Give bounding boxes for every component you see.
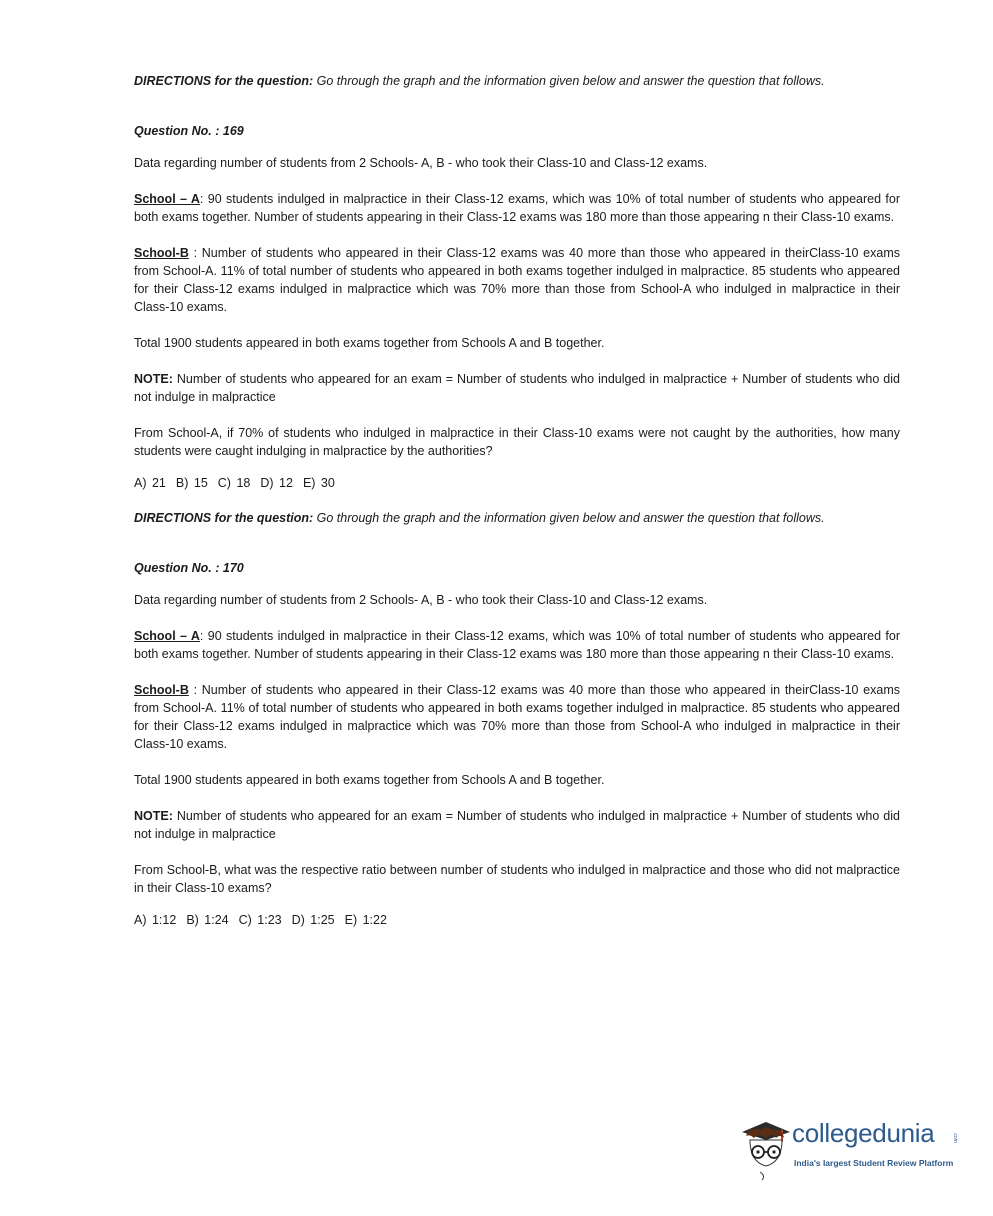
option-b: B) 15 [175, 476, 208, 490]
note-169 [134, 370, 900, 406]
option-e: E) 1:22 [344, 913, 387, 927]
note-label: NOTE: [134, 372, 173, 386]
school-a-text: : 90 students indulged in malpractice in their Class-12 exams, which was 10% of total number of students who appeared for both exams together. Number of students appearing in their Class-12 exams was 180 more than those appearing n their Class-10 exams. [134, 192, 901, 224]
directions-170 [134, 509, 900, 527]
directions-text: Go through the graph and the information given below and answer the question that follows. [313, 74, 825, 88]
option-b: B) 1:24 [186, 913, 229, 927]
options-169 [134, 474, 900, 492]
school-b-label: School-B [134, 683, 189, 697]
question-text-170: From School-B, what was the respective ratio between number of students who indulged in malpractice and those who did not malpractice in their Class-10 exams? [134, 863, 900, 895]
school-b-label: School-B [134, 246, 189, 260]
school-a-label: School – A [134, 629, 200, 643]
question-number-169: Question No. : 169 [134, 124, 244, 138]
school-a-label: School – A [134, 192, 200, 206]
option-d: D) 1:25 [291, 913, 335, 927]
option-d: D) 12 [260, 476, 293, 490]
note-text: Number of students who appeared for an exam = Number of students who indulged in malpractice + Number of students who did not indulge in malpractice [134, 809, 900, 841]
directions-169 [134, 72, 900, 90]
directions-label: DIRECTIONS for the question: [134, 511, 314, 525]
logo-com: .com [952, 1132, 958, 1143]
logo-tagline: India's largest Student Review Platform [794, 1158, 954, 1168]
question-number-170: Question No. : 170 [134, 561, 244, 575]
note-170 [134, 807, 900, 843]
logo-wordmark: collegedunia [792, 1118, 935, 1148]
document-page [134, 72, 900, 929]
directions-label: DIRECTIONS for the question: [134, 74, 314, 88]
intro-169: Data regarding number of students from 2 Schools- A, B - who took their Class-10 and Class-12 exams. [134, 156, 708, 170]
directions-text: Go through the graph and the information given below and answer the question that follows. [313, 511, 825, 525]
note-text: Number of students who appeared for an exam = Number of students who indulged in malpractice + Number of students who did not indulge in malpractice [134, 372, 900, 404]
option-c: C) 18 [217, 476, 251, 490]
school-a-text: : 90 students indulged in malpractice in their Class-12 exams, which was 10% of total number of students who appeared for both exams together. Number of students appearing in their Class-12 exams was 180 more than those appearing n their Class-10 exams. [134, 629, 901, 661]
option-a: A) 1:12 [134, 913, 177, 927]
school-a-170 [134, 627, 900, 663]
school-b-170 [134, 681, 900, 753]
option-a: A) 21 [134, 476, 166, 490]
school-b-text: : Number of students who appeared in their Class-12 exams was 40 more than those who appeared in theirClass-10 exams from School-A. 11% of total number of students who appeared in both exams together indulged in malpractice. 85 students who appeared for their Class-12 exams indulged in malpractice which was 70% more than those from School-A who indulged in malpractice in their Class-10 exams. [134, 246, 900, 314]
collegedunia-logo [736, 1106, 966, 1186]
school-b-text: : Number of students who appeared in their Class-12 exams was 40 more than those who appeared in theirClass-10 exams from School-A. 11% of total number of students who appeared in both exams together indulged in malpractice. 85 students who appeared for their Class-12 exams indulged in malpractice which was 70% more than those from School-A who indulged in malpractice in their Class-10 exams. [134, 683, 900, 751]
total-169: Total 1900 students appeared in both exams together from Schools A and B together. [134, 336, 605, 350]
option-c: C) 1:23 [238, 913, 282, 927]
option-e: E) 30 [302, 476, 335, 490]
note-label: NOTE: [134, 809, 173, 823]
intro-170: Data regarding number of students from 2 Schools- A, B - who took their Class-10 and Class-12 exams. [134, 593, 708, 607]
mascot-icon [736, 1106, 796, 1186]
school-a-169 [134, 190, 900, 226]
question-text-169: From School-A, if 70% of students who indulged in malpractice in their Class-10 exams were not caught by the authorities, how many students were caught indulging in malpractice by the authorities? [134, 426, 900, 458]
total-170: Total 1900 students appeared in both exams together from Schools A and B together. [134, 773, 605, 787]
options-170 [134, 911, 900, 929]
school-b-169 [134, 244, 900, 316]
